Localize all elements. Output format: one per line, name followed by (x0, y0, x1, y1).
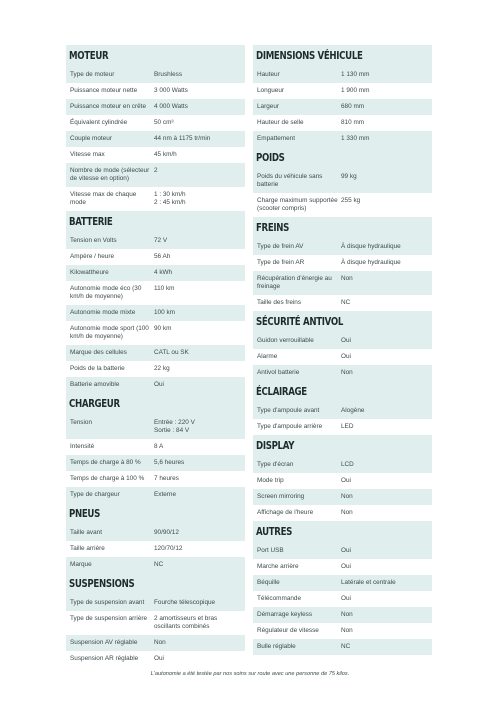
spec-value: Oui (341, 563, 351, 570)
section-title (253, 217, 432, 239)
spec-section-eclairage (253, 381, 432, 435)
spec-value: Non (341, 509, 353, 516)
spec-label: Affichage de l'heure (257, 509, 314, 516)
spec-value: Oui (154, 655, 164, 662)
spec-label: Mode trip (257, 477, 284, 484)
spec-row (66, 281, 245, 305)
section-title-text: POIDS (256, 152, 285, 164)
spec-value: Entrée : 220 V Sortie : 84 V (154, 419, 195, 434)
spec-value: Oui (154, 381, 164, 388)
spec-value: LCD (341, 461, 354, 468)
section-title-text: SUSPENSIONS (69, 578, 135, 590)
spec-row (253, 169, 432, 193)
spec-value: À disque hydraulique (341, 243, 401, 250)
spec-value: 2 amortisseurs et bras oscillants combinés (154, 615, 218, 630)
spec-value: Alogène (341, 407, 365, 414)
spec-row (66, 321, 245, 345)
spec-row (253, 255, 432, 271)
spec-label: Marche arrière (257, 563, 299, 570)
spec-label: Équivalent cylindrée (70, 119, 128, 126)
section-title (66, 393, 245, 415)
spec-value: 22 kg (154, 365, 170, 372)
spec-label: Temps de charge à 80 % (70, 459, 141, 466)
section-title (253, 147, 432, 169)
spec-value: 4 000 Watts (154, 103, 188, 110)
spec-value: 2 (154, 167, 158, 174)
spec-value: Oui (341, 547, 351, 554)
spec-row (253, 559, 432, 575)
spec-row (253, 457, 432, 473)
spec-row (66, 651, 245, 667)
spec-row (66, 635, 245, 651)
spec-row (253, 639, 432, 655)
spec-row (66, 471, 245, 487)
spec-row (253, 505, 432, 521)
spec-section-batterie (66, 211, 245, 393)
spec-value: 90 km (154, 325, 172, 332)
spec-value: 50 cm³ (154, 119, 174, 126)
spec-section-moteur (66, 45, 245, 211)
spec-label: Type de suspension avant (70, 599, 145, 606)
spec-row (253, 623, 432, 639)
spec-label: Béquille (257, 579, 280, 586)
spec-value: 255 kg (341, 197, 361, 204)
spec-row (66, 439, 245, 455)
spec-value: 72 V (154, 237, 168, 244)
spec-label: Puissance moteur nette (70, 87, 138, 94)
spec-value: 99 kg (341, 173, 357, 180)
spec-label: Largeur (257, 103, 280, 110)
spec-row (66, 187, 245, 211)
spec-label: Démarrage keyless (257, 611, 313, 618)
spec-row (253, 115, 432, 131)
section-title (66, 211, 245, 233)
spec-label: Antivol batterie (257, 369, 300, 376)
footnote: L'autonomie a été testée par nos soins sur route avec une personne de 75 kilos. (150, 671, 350, 677)
spec-row (253, 543, 432, 559)
spec-value: 810 mm (341, 119, 365, 126)
spec-row (253, 591, 432, 607)
section-title (66, 503, 245, 525)
spec-row (66, 163, 245, 187)
spec-label: Type de chargeur (70, 491, 120, 498)
spec-label: Marque (70, 561, 92, 568)
spec-label: Hauteur de selle (257, 119, 304, 126)
section-title-text: SÉCURITÉ ANTIVOL (256, 316, 343, 328)
spec-value: NC (154, 561, 164, 568)
spec-value: 1 900 mm (341, 87, 370, 94)
spec-label: Intensité (70, 443, 95, 450)
spec-row (66, 611, 245, 635)
spec-row (66, 305, 245, 321)
spec-row (66, 147, 245, 163)
spec-value: 3 000 Watts (154, 87, 188, 94)
spec-value: 56 Ah (154, 253, 171, 260)
spec-label: Ampère / heure (70, 253, 115, 260)
spec-row (66, 83, 245, 99)
spec-value: 100 km (154, 309, 175, 316)
spec-row (253, 403, 432, 419)
spec-label: Autonomie mode éco (30 km/h de moyenne) (70, 285, 142, 300)
spec-row (253, 271, 432, 295)
spec-label: Empattement (257, 135, 296, 142)
spec-label: Type de frein AR (257, 259, 305, 266)
section-title-text: MOTEUR (69, 50, 109, 62)
section-title (253, 311, 432, 333)
spec-row (253, 67, 432, 83)
spec-value: 1 : 30 km/h 2 : 45 km/h (154, 191, 186, 206)
spec-value: CATL ou SK (154, 349, 189, 356)
spec-label: Récupération d'énergie au freinage (257, 275, 332, 290)
spec-row (66, 525, 245, 541)
section-title-text: FREINS (256, 222, 290, 234)
spec-value: 5,6 heures (154, 459, 185, 466)
section-title (253, 521, 432, 543)
spec-row (253, 473, 432, 489)
spec-row (66, 361, 245, 377)
spec-row (66, 67, 245, 83)
spec-value: 1 130 mm (341, 71, 370, 78)
section-title-text: AUTRES (256, 526, 293, 538)
spec-value: Oui (341, 595, 351, 602)
spec-label: Marque des cellules (70, 349, 127, 356)
spec-label: Régulateur de vitesse (257, 627, 319, 634)
spec-value: Non (341, 627, 353, 634)
spec-label: Couple moteur (70, 135, 112, 142)
spec-label: Vitesse max (70, 151, 105, 158)
spec-label: Taille avant (70, 529, 102, 536)
spec-label: Temps de charge à 100 % (70, 475, 145, 482)
spec-value: À disque hydraulique (341, 259, 401, 266)
spec-row (253, 419, 432, 435)
spec-label: Port USB (257, 547, 284, 554)
spec-value: Non (154, 639, 166, 646)
spec-label: Type de suspension arrière (70, 615, 148, 622)
spec-label: Puissance moteur en crête (70, 103, 147, 110)
spec-value: Non (341, 611, 353, 618)
spec-value: Oui (341, 337, 351, 344)
spec-section-autres (253, 521, 432, 655)
spec-section-display (253, 435, 432, 521)
spec-value: Latérale et centrale (341, 579, 396, 586)
right-spec-column (253, 45, 432, 655)
spec-value: LED (341, 423, 354, 430)
spec-section-pneus (66, 503, 245, 573)
spec-value: Brushless (154, 71, 183, 78)
spec-row (66, 377, 245, 393)
spec-row (66, 415, 245, 439)
spec-row (66, 557, 245, 573)
spec-value: NC (341, 299, 351, 306)
spec-row (253, 295, 432, 311)
spec-label: Kilowattheure (70, 269, 109, 276)
spec-row (253, 83, 432, 99)
spec-row (66, 455, 245, 471)
spec-label: Suspension AV réglable (70, 639, 138, 646)
spec-label: Autonomie mode mixte (70, 309, 136, 316)
spec-row (66, 131, 245, 147)
spec-value: Oui (341, 477, 351, 484)
spec-section-chargeur (66, 393, 245, 503)
spec-label: Tension (70, 419, 93, 426)
spec-value: Fourche télescopique (154, 599, 216, 606)
spec-label: Taille arrière (70, 545, 105, 552)
spec-value: Non (341, 493, 353, 500)
left-spec-column (66, 45, 245, 667)
spec-label: Hauteur (257, 71, 280, 78)
spec-row (66, 487, 245, 503)
spec-label: Taille des freins (257, 299, 302, 306)
spec-label: Longueur (257, 87, 285, 94)
section-title-text: BATTERIE (69, 216, 113, 228)
section-title-text: DIMENSIONS VÉHICULE (256, 50, 363, 62)
section-title (66, 573, 245, 595)
spec-value: Non (341, 275, 353, 282)
spec-row (66, 99, 245, 115)
spec-value: 680 mm (341, 103, 365, 110)
spec-label: Télécommande (257, 595, 302, 602)
spec-value: Non (341, 369, 353, 376)
spec-label: Bulle réglable (257, 643, 296, 650)
spec-value: 4 kWh (154, 269, 173, 276)
spec-row (66, 115, 245, 131)
spec-label: Screen mirroring (257, 493, 305, 500)
spec-row (66, 595, 245, 611)
spec-row (253, 131, 432, 147)
spec-row (253, 99, 432, 115)
spec-value: 7 heures (154, 475, 179, 482)
spec-label: Charge maximum supportée (scooter compris) (257, 197, 338, 212)
spec-row (66, 233, 245, 249)
section-title (253, 45, 432, 67)
section-title-text: ÉCLAIRAGE (256, 386, 307, 398)
spec-label: Suspension AR réglable (70, 655, 139, 662)
spec-label: Poids de la batterie (70, 365, 125, 372)
spec-row (66, 541, 245, 557)
spec-row (253, 607, 432, 623)
spec-label: Type de frein AV (257, 243, 304, 250)
spec-row (253, 333, 432, 349)
spec-row (66, 265, 245, 281)
spec-value: Oui (341, 353, 351, 360)
section-title-text: DISPLAY (256, 440, 295, 452)
section-title-text: PNEUS (69, 508, 100, 520)
spec-label: Vitesse max de chaque mode (70, 191, 137, 206)
section-title-text: CHARGEUR (69, 398, 120, 410)
spec-label: Autonomie mode sport (100 km/h de moyenne) (70, 325, 149, 340)
spec-label: Poids du véhicule sans batterie (257, 173, 323, 188)
spec-value: 1 330 mm (341, 135, 370, 142)
spec-row (253, 365, 432, 381)
spec-row (66, 249, 245, 265)
spec-row (253, 239, 432, 255)
spec-value: 45 km/h (154, 151, 177, 158)
spec-value: 90/90/12 (154, 529, 179, 536)
spec-row (253, 489, 432, 505)
spec-row (253, 349, 432, 365)
spec-value: Externe (154, 491, 177, 498)
spec-value: NC (341, 643, 351, 650)
spec-label: Alarme (257, 353, 278, 360)
spec-section-suspensions (66, 573, 245, 667)
spec-label: Type d'ampoule arrière (257, 423, 323, 430)
spec-value: 8 A (154, 443, 164, 450)
spec-label: Nombre de mode (sélecteur de vitesse en option) (70, 167, 150, 182)
section-title (253, 381, 432, 403)
section-title (253, 435, 432, 457)
spec-value: 110 km (154, 285, 175, 292)
spec-label: Guidon verrouillable (257, 337, 314, 344)
spec-section-dimensions-vehicule (253, 45, 432, 147)
spec-section-poids (253, 147, 432, 217)
spec-row (66, 345, 245, 361)
spec-row (253, 193, 432, 217)
spec-section-securite-antivol (253, 311, 432, 381)
spec-value: 44 nm à 1175 tr/min (154, 135, 211, 142)
spec-label: Type d'ampoule avant (257, 407, 320, 414)
spec-label: Type de moteur (70, 71, 115, 78)
spec-label: Type d'écran (257, 461, 294, 468)
spec-label: Tension en Volts (70, 237, 117, 244)
spec-section-freins (253, 217, 432, 311)
spec-value: 120/70/12 (154, 545, 183, 552)
spec-row (253, 575, 432, 591)
spec-label: Batterie amovible (70, 381, 120, 388)
section-title (66, 45, 245, 67)
